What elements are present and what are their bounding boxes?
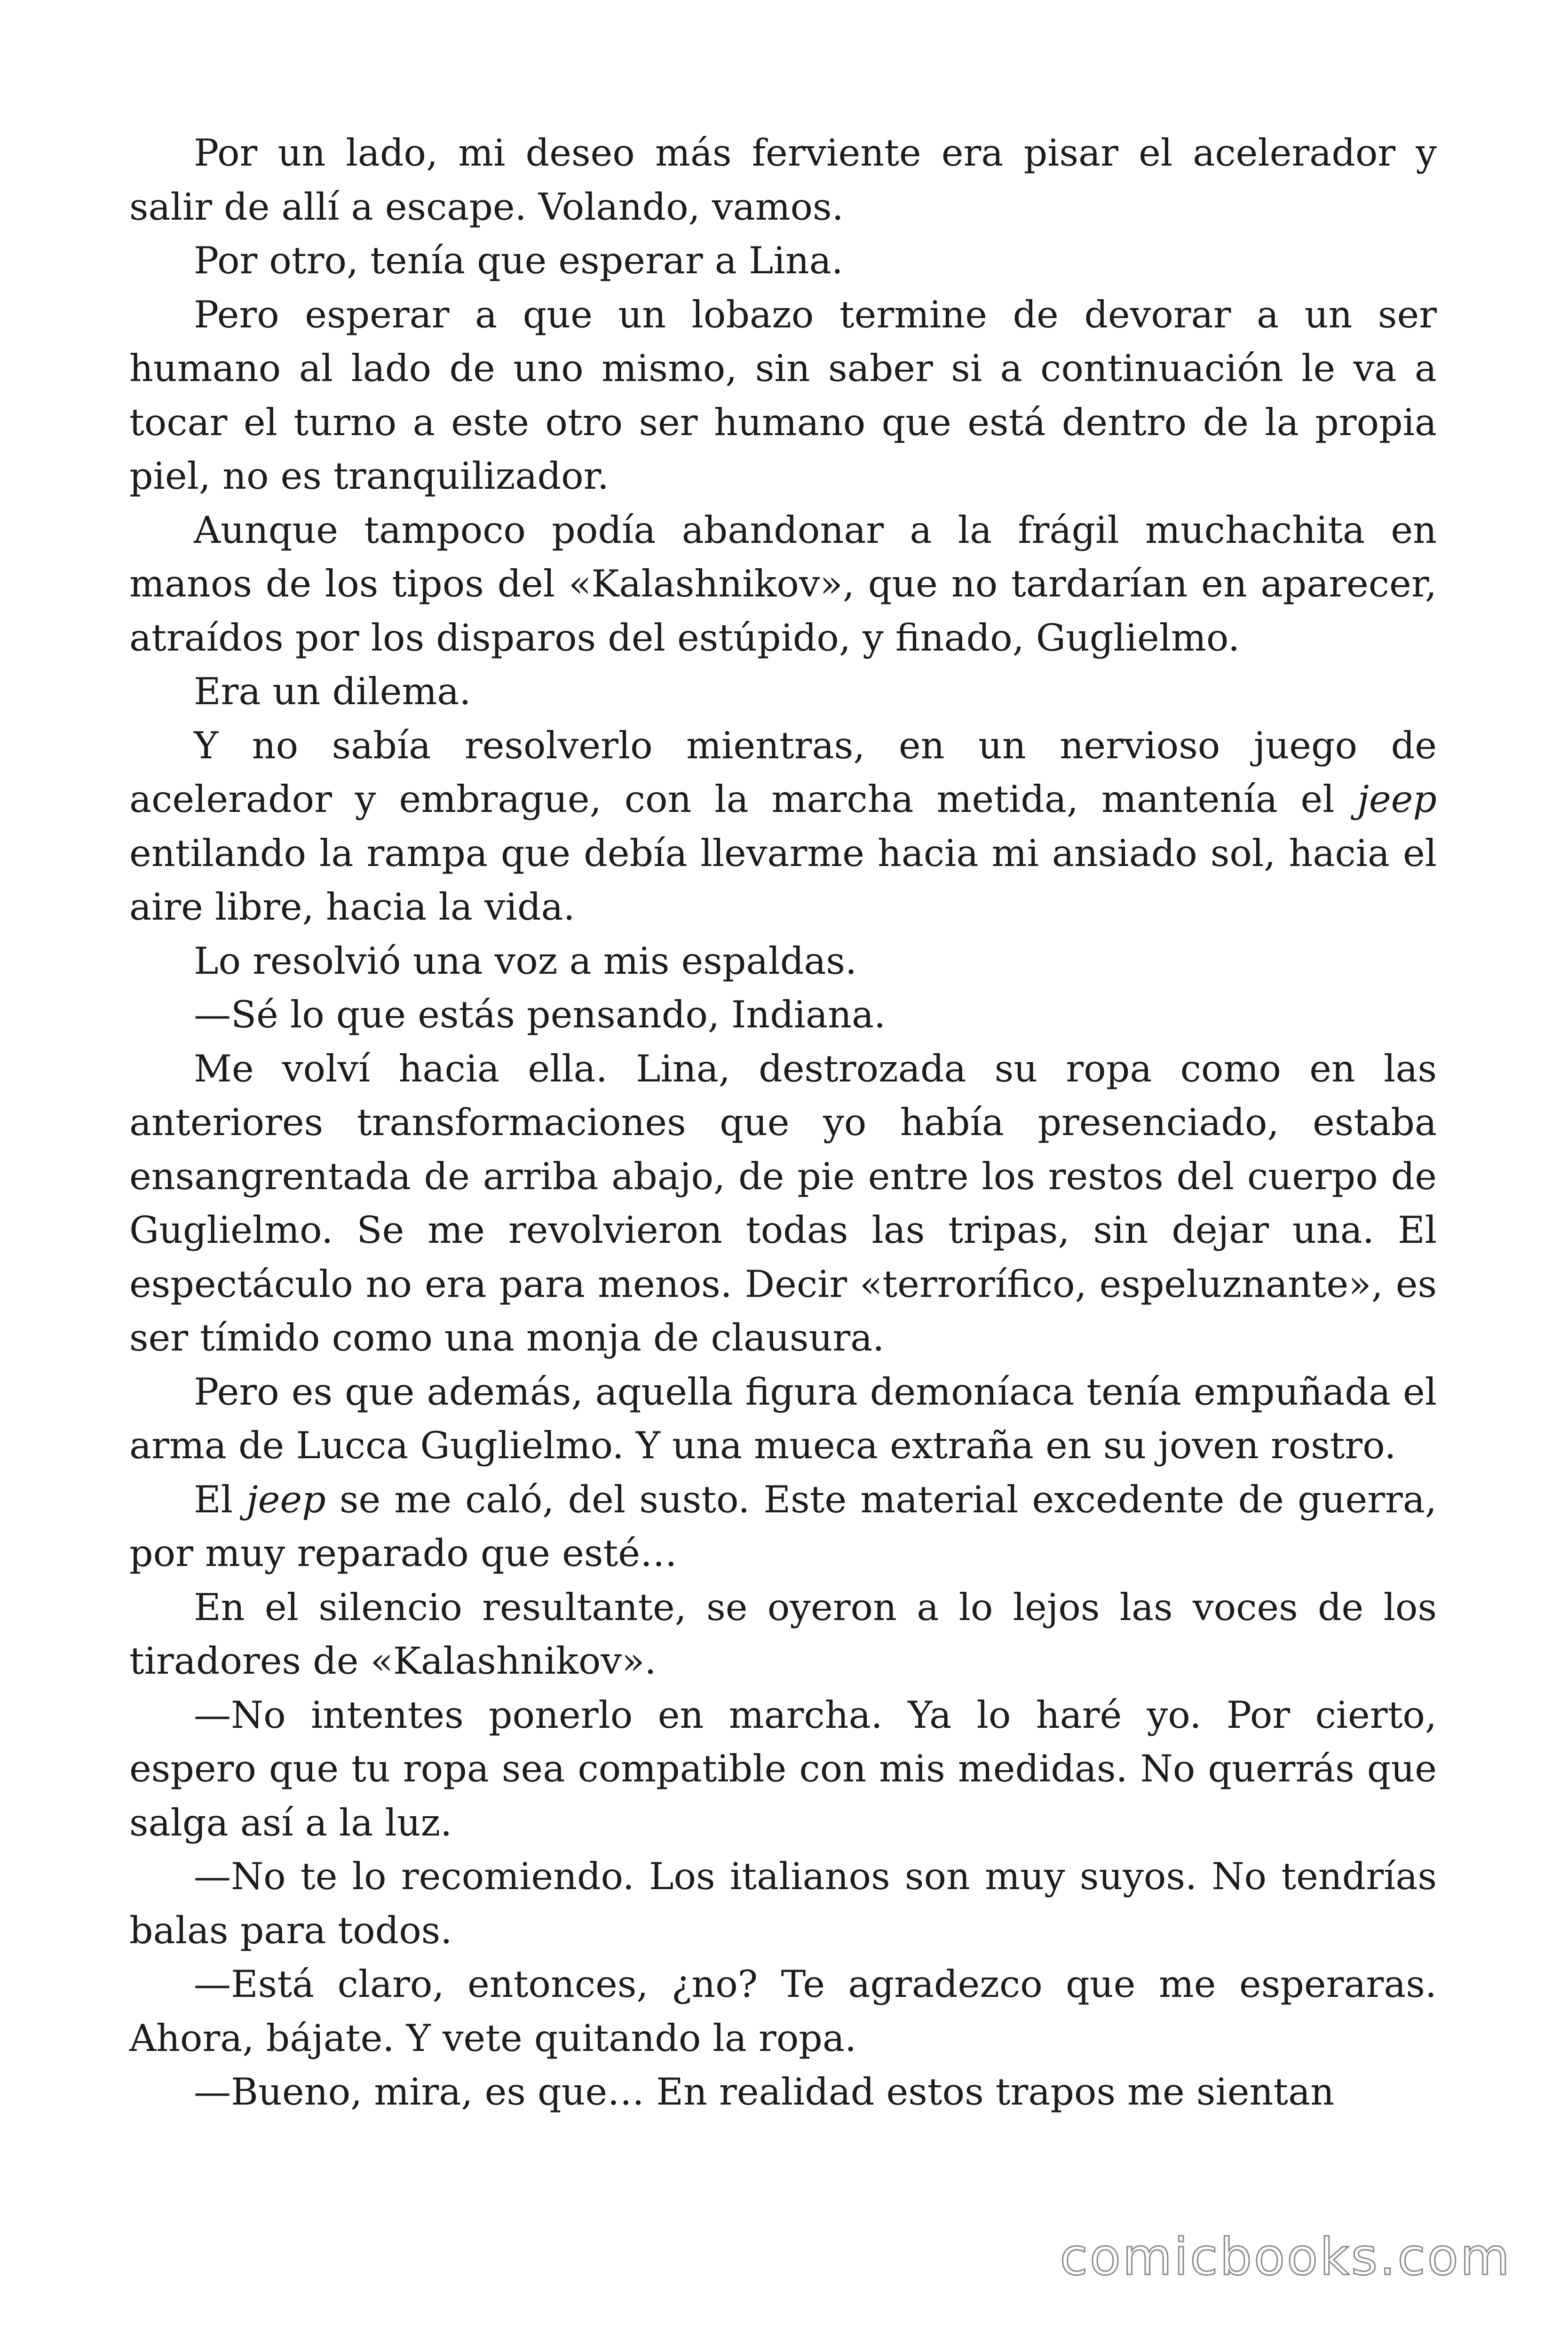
paragraph [129, 665, 1437, 719]
paragraph [129, 934, 1437, 988]
paragraph [129, 719, 1437, 934]
paragraph [129, 1365, 1437, 1473]
page-body [129, 126, 1437, 2119]
text-segment: —No intentes ponerlo en marcha. Ya lo haré yo. Por cierto, espero que tu ropa sea compatible con mis medidas. No querrás que salga así a la luz. [129, 1693, 1437, 1844]
text-segment: El [194, 1478, 247, 1521]
paragraph [129, 988, 1437, 1042]
paragraph [129, 1850, 1437, 1957]
paragraph [129, 1688, 1437, 1850]
text-segment: —Está claro, entonces, ¿no? Te agradezco que me esperaras. Ahora, bájate. Y vete quitando la ropa. [129, 1963, 1437, 2060]
text-segment: Pero esperar a que un lobazo termine de devorar a un ser humano al lado de uno mismo, sin saber si a continuación le va a tocar el turno a este otro ser humano que está dentro de la propia piel, no es tranquilizador. [129, 293, 1437, 498]
paragraph [129, 1581, 1437, 1688]
text-segment: —No te lo recomiendo. Los italianos son muy suyos. No tendrías balas para todos. [129, 1855, 1437, 1952]
paragraph [129, 234, 1437, 288]
paragraph [129, 288, 1437, 503]
text-segment: Era un dilema. [194, 670, 471, 713]
paragraph [129, 503, 1437, 665]
text-segment: —Sé lo que estás pensando, Indiana. [194, 993, 886, 1036]
watermark: comicbooks.com [1060, 2228, 1512, 2287]
text-segment: se me caló, del susto. Este material excedente de guerra, por muy reparado que esté… [129, 1478, 1437, 1575]
text-segment: En el silencio resultante, se oyeron a lo lejos las voces de los tiradores de «Kalashnikov». [129, 1585, 1437, 1683]
text-segment: Por un lado, mi deseo más ferviente era pisar el acelerador y salir de allí a escape. Volando, vamos. [129, 131, 1437, 229]
text-segment: Por otro, tenía que esperar a Lina. [194, 239, 843, 282]
paragraph [129, 126, 1437, 234]
paragraph [129, 1042, 1437, 1365]
paragraph [129, 1957, 1437, 2065]
text-segment: Aunque tampoco podía abandonar a la frágil muchachita en manos de los tipos del «Kalashnikov», que no tardarían en aparecer, atraídos por los disparos del estúpido, y finado, Guglielmo. [129, 508, 1437, 660]
italic-segment: jeep [246, 1478, 326, 1521]
text-segment: —Bueno, mira, es que… En realidad estos trapos me sientan [194, 2070, 1335, 2114]
text-segment: Lo resolvió una voz a mis espaldas. [194, 939, 857, 983]
text-segment: Me volví hacia ella. Lina, destrozada su ropa como en las anteriores transformaciones que yo había presenciado, estaba ensangrentada de arriba abajo, de pie entre los restos del cuerpo de Guglielmo. Se me revolvieron todas las tripas, sin dejar una. El espectáculo no era para menos. Decir «terrorífico, espeluznante», es ser tímido como una monja de clausura. [129, 1047, 1437, 1359]
paragraph [129, 2065, 1437, 2119]
paragraph [129, 1473, 1437, 1581]
text-segment: entilando la rampa que debía llevarme hacia mi ansiado sol, hacia el aire libre, hacia la vida. [129, 831, 1437, 929]
text-segment: Pero es que además, aquella figura demoníaca tenía empuñada el arma de Lucca Guglielmo. Y una mueca extraña en su joven rostro. [129, 1370, 1437, 1467]
italic-segment: jeep [1357, 778, 1437, 821]
text-segment: Y no sabía resolverlo mientras, en un nervioso juego de acelerador y embrague, con la marcha metida, mantenía el [129, 723, 1437, 821]
